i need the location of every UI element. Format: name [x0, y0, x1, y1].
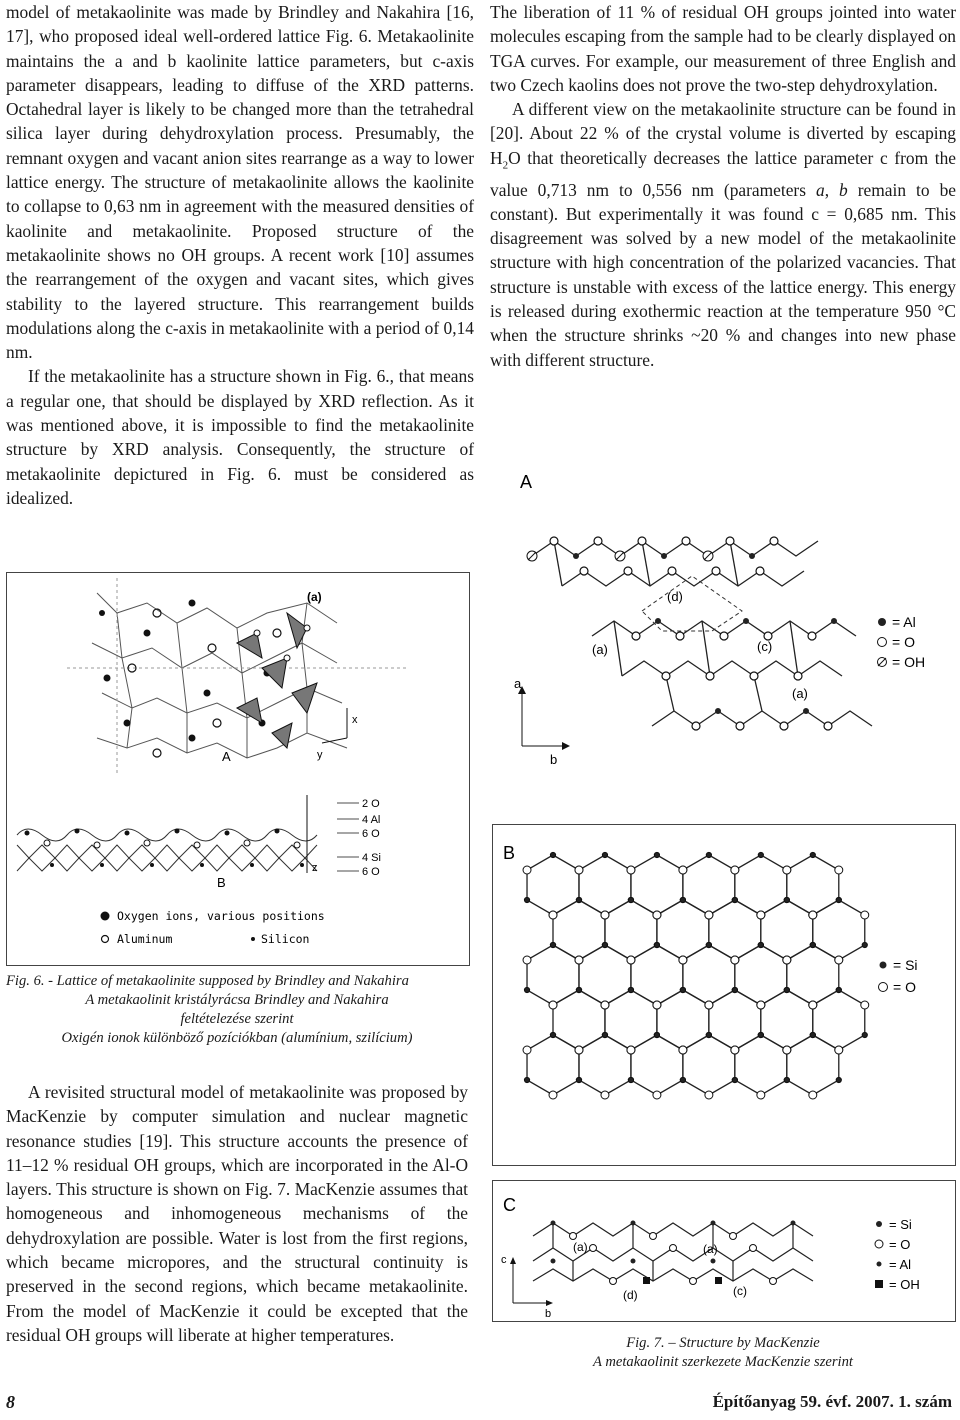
- text-run: A different view on the metakaolinite structure can be found in [20]. About 22 % of the crystal volume is diverted by escaping H: [490, 99, 956, 168]
- hex-ring: [683, 855, 735, 915]
- fig6-layer-label: 2 O: [362, 798, 380, 810]
- caption-line: A metakaolinit kristályrácsa Brindley and Nakahira: [85, 992, 389, 1008]
- body-text-right-top: [490, 0, 956, 372]
- oxygen-atom: [627, 866, 635, 874]
- fig6-layer-label: 4 Al: [362, 814, 381, 826]
- oxygen-atom: [731, 1046, 739, 1054]
- fig6-axis-z: z: [312, 862, 318, 874]
- silicon-atom: [602, 852, 607, 857]
- silicon-atom: [524, 1077, 529, 1082]
- hex-ring: [579, 945, 631, 1005]
- fig6-legend-aluminum: Aluminum: [117, 932, 173, 946]
- fig7c-legend: = O: [889, 1237, 911, 1252]
- al-legend-icon: [877, 1262, 882, 1267]
- fig7a-label: A: [520, 472, 533, 492]
- paragraph: A revisited structural model of metakaolinite was proposed by MacKenzie by computer simulation and nuclear magnetic resonance studies [19]. This structure accounts the presence of 11–12 % residual OH groups, which are incorporated in the Al-O layers. This structure is shown on Fig. 7. MacKenzie assumes that homogeneous and inhomogeneous mechanisms of the dehydroxylation are possible. Water is lost from the first regions, which became micropores, and the structural continuity is preserved in the second regions, which became metakaolinite. From the model of MacKenzie it could be excepted that the residual OH groups will liberate at higher temperatures.: [6, 1082, 468, 1345]
- silicon-atom: [602, 1032, 607, 1037]
- silicon-atom: [758, 942, 763, 947]
- silicon-atom: [862, 1032, 867, 1037]
- oxygen-atom: [783, 956, 791, 964]
- silicon-atom: [680, 1077, 685, 1082]
- silicon-atom: [732, 987, 737, 992]
- silicon-atom: [784, 987, 789, 992]
- hexagonal-grid: [523, 852, 869, 1099]
- hex-ring: [553, 990, 605, 1050]
- fig7c-axis-c: c: [501, 1254, 507, 1266]
- fig6-axis-y: y: [317, 749, 323, 761]
- fig7c-tag: (c): [733, 1284, 747, 1298]
- paragraph: The liberation of 11 % of residual OH groups jointed into water molecules escaping from the sample had to be clearly displayed on TGA curves. For example, our measurement of three English and two Czech kaolins does not prove the two-step dehydroxylation.: [490, 2, 956, 95]
- fig7c-label: C: [503, 1195, 516, 1215]
- silicon-atom: [784, 897, 789, 902]
- oxygen-atom: [523, 956, 531, 964]
- oxygen-atom: [549, 1091, 557, 1099]
- oxygen-atom: [757, 1091, 765, 1099]
- silicon-atom: [836, 897, 841, 902]
- fig7c-legend: = Si: [889, 1217, 912, 1232]
- fig7a-tag: (c): [757, 639, 773, 654]
- silicon-atom: [524, 897, 529, 902]
- silicon-atom: [524, 987, 529, 992]
- fig7a-tag: (d): [667, 589, 683, 604]
- oxygen-atom: [523, 1046, 531, 1054]
- oxygen-atom: [705, 1091, 713, 1099]
- fig7a-axis-b: b: [550, 752, 558, 767]
- oxygen-atom: [575, 956, 583, 964]
- silicon-atom: [810, 852, 815, 857]
- oxygen-atom: [549, 911, 557, 919]
- fig7a-legend: = O: [892, 634, 915, 650]
- figure-7a-drawing: [492, 436, 956, 776]
- oxygen-atom: [757, 1001, 765, 1009]
- o-legend-icon: [878, 638, 887, 647]
- oxygen-legend-icon: [101, 912, 110, 921]
- silicon-atom: [758, 1032, 763, 1037]
- oxygen-atom: [653, 911, 661, 919]
- silicon-atom: [680, 897, 685, 902]
- fig6-legend-silicon: Silicon: [261, 932, 310, 946]
- fig7a-legend: = Al: [892, 614, 916, 630]
- caption-line: feltételezése szerint: [180, 1011, 294, 1027]
- body-text-left-bottom: [6, 1080, 468, 1347]
- silicon-atom: [732, 1077, 737, 1082]
- paragraph: model of metakaolinite was made by Brindley and Nakahira [16, 17], who proposed ideal well-ordered lattice Fig. 6. Metakaolinite maintains the a and b kaolinite lattice parameters, but c-axis parameter disappears, leading to diffuse of the XRD patterns. Octahedral layer is likely to be changed more than the tetrahedral silica layer during dehydroxylation process. Presumably, the remnant oxygen and vacant anion sites rearrange as a way to lower lattice energy. The structure of metakaolinite allows the kaolinite to collapse to 0,63 nm in agreement with the measured densities of kaolinite and metakaolinite. Proposed structure of the metakaolinite shows no OH groups. A recent work [10] assumes the rearrangement of the oxygen and vacant sites, which gives stability to the layered structure. This rearrangement builds modulations along the c-axis in metakaolinite with a period of 0,14 nm.: [6, 2, 474, 363]
- hex-ring: [709, 990, 761, 1050]
- figure-7-caption: [492, 1334, 954, 1372]
- silicon-atom: [550, 942, 555, 947]
- text-run: remain to be constant). But experimentally it was found c = 0,685 nm. This disagreement was solved by a new model of the metakaolinite structure with high concentration of the polarized vacancies. That structure is unstable with excess of the lattice energy. This energy is released during exothermic reaction at the temperature 950 °C when the structure shrinks ~20 % and changes into new phase with different structure.: [490, 179, 956, 370]
- silicon-atom: [654, 942, 659, 947]
- oxygen-atom: [653, 1001, 661, 1009]
- fig7b-label: B: [503, 843, 516, 863]
- hex-ring: [527, 945, 579, 1005]
- hex-ring: [657, 990, 709, 1050]
- oxygen-atom: [601, 1091, 609, 1099]
- italic-run: b: [839, 179, 848, 200]
- silicon-atom: [628, 987, 633, 992]
- silicon-atom: [732, 897, 737, 902]
- oxygen-atom: [835, 956, 843, 964]
- oxygen-atom: [783, 1046, 791, 1054]
- fig7c-legend: = OH: [889, 1277, 920, 1292]
- hex-ring: [631, 1035, 683, 1095]
- hex-ring: [735, 1035, 787, 1095]
- silicon-atom: [550, 1032, 555, 1037]
- si-legend-icon: [876, 1221, 882, 1227]
- figure-6-caption: [6, 972, 468, 1048]
- fig6-legend-oxygen: Oxygen ions, various positions: [117, 909, 325, 923]
- figure-7-panel-a: [492, 436, 956, 776]
- silicon-atom: [602, 942, 607, 947]
- silicon-atom: [628, 1077, 633, 1082]
- hex-ring: [813, 990, 865, 1050]
- silicon-atom: [576, 1077, 581, 1082]
- fig6-label-b: B: [217, 875, 226, 890]
- o-legend-icon: [879, 983, 888, 992]
- silicon-atom: [758, 852, 763, 857]
- oxygen-atom: [861, 911, 869, 919]
- oxygen-atom: [679, 1046, 687, 1054]
- subscript: 2: [502, 159, 509, 172]
- silicon-atom: [706, 852, 711, 857]
- silicon-atom: [810, 1032, 815, 1037]
- fig6-layer-label: 6 O: [362, 866, 380, 878]
- fig7b-legend: = Si: [893, 957, 918, 973]
- silicon-atom: [550, 852, 555, 857]
- oxygen-atom: [549, 1001, 557, 1009]
- hex-ring: [527, 1035, 579, 1095]
- italic-run: a: [815, 179, 825, 200]
- figure-7c-drawing: [493, 1181, 955, 1321]
- hex-ring: [605, 990, 657, 1050]
- hex-ring: [735, 945, 787, 1005]
- hex-ring: [657, 900, 709, 960]
- caption-line: Fig. 6. - Lattice of metakaolinite supposed by Brindley and Nakahira: [6, 973, 409, 989]
- silicon-atom: [836, 987, 841, 992]
- oxygen-atom: [809, 1001, 817, 1009]
- hex-ring: [553, 900, 605, 960]
- oh-legend-icon: [875, 1280, 883, 1288]
- fig7b-legend: = O: [893, 979, 916, 995]
- fig6-layer-label: 4 Si: [362, 852, 381, 864]
- page-number: 8: [6, 1392, 15, 1412]
- hex-ring: [683, 945, 735, 1005]
- paragraph: If the metakaolinite has a structure shown in Fig. 6., that means a regular one, that should be displayed by XRD reflection. As it was mentioned above, it is impossible to find the metakaolinite structure by XRD analysis. Consequently, the structure of metakaolinite depictured in Fig. 6. must be considered as idealized.: [6, 366, 474, 508]
- hex-ring: [735, 855, 787, 915]
- hex-ring: [683, 1035, 735, 1095]
- oxygen-atom: [861, 1001, 869, 1009]
- silicon-atom: [836, 1077, 841, 1082]
- figure-6-drawing: [7, 573, 469, 965]
- fig7a-tag: (a): [592, 642, 608, 657]
- oxygen-atom: [601, 911, 609, 919]
- silicon-legend-icon: [251, 937, 255, 941]
- fig7a-tag: (a): [792, 686, 808, 701]
- body-text-left-top: [6, 0, 474, 510]
- oxygen-atom: [679, 956, 687, 964]
- hex-ring: [605, 900, 657, 960]
- oxygen-atom: [835, 866, 843, 874]
- hex-ring: [787, 945, 839, 1005]
- si-legend-icon: [880, 962, 887, 969]
- fig7c-legend: = Al: [889, 1257, 912, 1272]
- oxygen-atom: [627, 1046, 635, 1054]
- hex-ring: [787, 1035, 839, 1095]
- paragraph: [490, 97, 956, 372]
- fig6-axis-x: x: [352, 714, 358, 726]
- caption-line: Oxigén ionok különböző pozíciókban (alumínium, szilícium): [61, 1030, 413, 1046]
- fig6-layer-label: 6 O: [362, 828, 380, 840]
- oxygen-atom: [809, 1091, 817, 1099]
- caption-line: A metakaolinit szerkezete MacKenzie szerint: [593, 1354, 853, 1370]
- text-run: O that theoretically decreases the lattice parameter c from the value 0,713 nm to 0,556 nm (parameters: [490, 147, 956, 200]
- silicon-atom: [576, 897, 581, 902]
- fig6-label-a: A: [222, 749, 231, 764]
- oxygen-atom: [809, 911, 817, 919]
- fig7c-tag: (a): [703, 1242, 718, 1256]
- hex-ring: [579, 855, 631, 915]
- silicon-atom: [784, 1077, 789, 1082]
- caption-line: Fig. 7. – Structure by MacKenzie: [626, 1335, 820, 1351]
- hex-ring: [579, 1035, 631, 1095]
- oxygen-atom: [601, 1001, 609, 1009]
- fig7c-tag: (d): [623, 1288, 638, 1302]
- silicon-atom: [680, 987, 685, 992]
- hex-ring: [761, 900, 813, 960]
- hex-ring: [761, 990, 813, 1050]
- figure-7b-drawing: [493, 825, 955, 1165]
- oxygen-atom: [835, 1046, 843, 1054]
- hex-ring: [813, 900, 865, 960]
- oxygen-atom: [653, 1091, 661, 1099]
- hex-ring: [631, 945, 683, 1005]
- hex-ring: [787, 855, 839, 915]
- silicon-atom: [706, 1032, 711, 1037]
- fig7a-legend: = OH: [892, 654, 926, 670]
- oxygen-atom: [731, 956, 739, 964]
- figure-7-panel-c: [492, 1180, 956, 1322]
- hex-ring: [527, 855, 579, 915]
- fig7a-axis-a: a: [514, 676, 522, 691]
- oxygen-atom: [757, 911, 765, 919]
- oxygen-atom: [523, 866, 531, 874]
- silicon-atom: [654, 852, 659, 857]
- silicon-atom: [576, 987, 581, 992]
- al-legend-icon: [878, 618, 886, 626]
- aluminum-legend-icon: [102, 936, 109, 943]
- text-run: ,: [824, 179, 840, 200]
- silicon-atom: [706, 942, 711, 947]
- oxygen-atom: [575, 866, 583, 874]
- silicon-atom: [862, 942, 867, 947]
- oxygen-atom: [627, 956, 635, 964]
- oxygen-atom: [575, 1046, 583, 1054]
- fig7c-tag: (a): [573, 1240, 588, 1254]
- oxygen-atom: [705, 1001, 713, 1009]
- oxygen-atom: [679, 866, 687, 874]
- silicon-atom: [654, 1032, 659, 1037]
- hex-ring: [709, 900, 761, 960]
- o-legend-icon: [875, 1240, 883, 1248]
- figure-6: [6, 572, 470, 966]
- silicon-atom: [628, 897, 633, 902]
- hex-ring: [631, 855, 683, 915]
- figure-7-panel-b: [492, 824, 956, 1166]
- journal-footer: Építőanyag 59. évf. 2007. 1. szám: [712, 1392, 952, 1411]
- fig6-panel-a-label: (a): [307, 590, 322, 604]
- oxygen-atom: [705, 911, 713, 919]
- oxygen-atom: [731, 866, 739, 874]
- silicon-atom: [810, 942, 815, 947]
- fig7c-axis-b: b: [545, 1308, 552, 1320]
- oxygen-atom: [783, 866, 791, 874]
